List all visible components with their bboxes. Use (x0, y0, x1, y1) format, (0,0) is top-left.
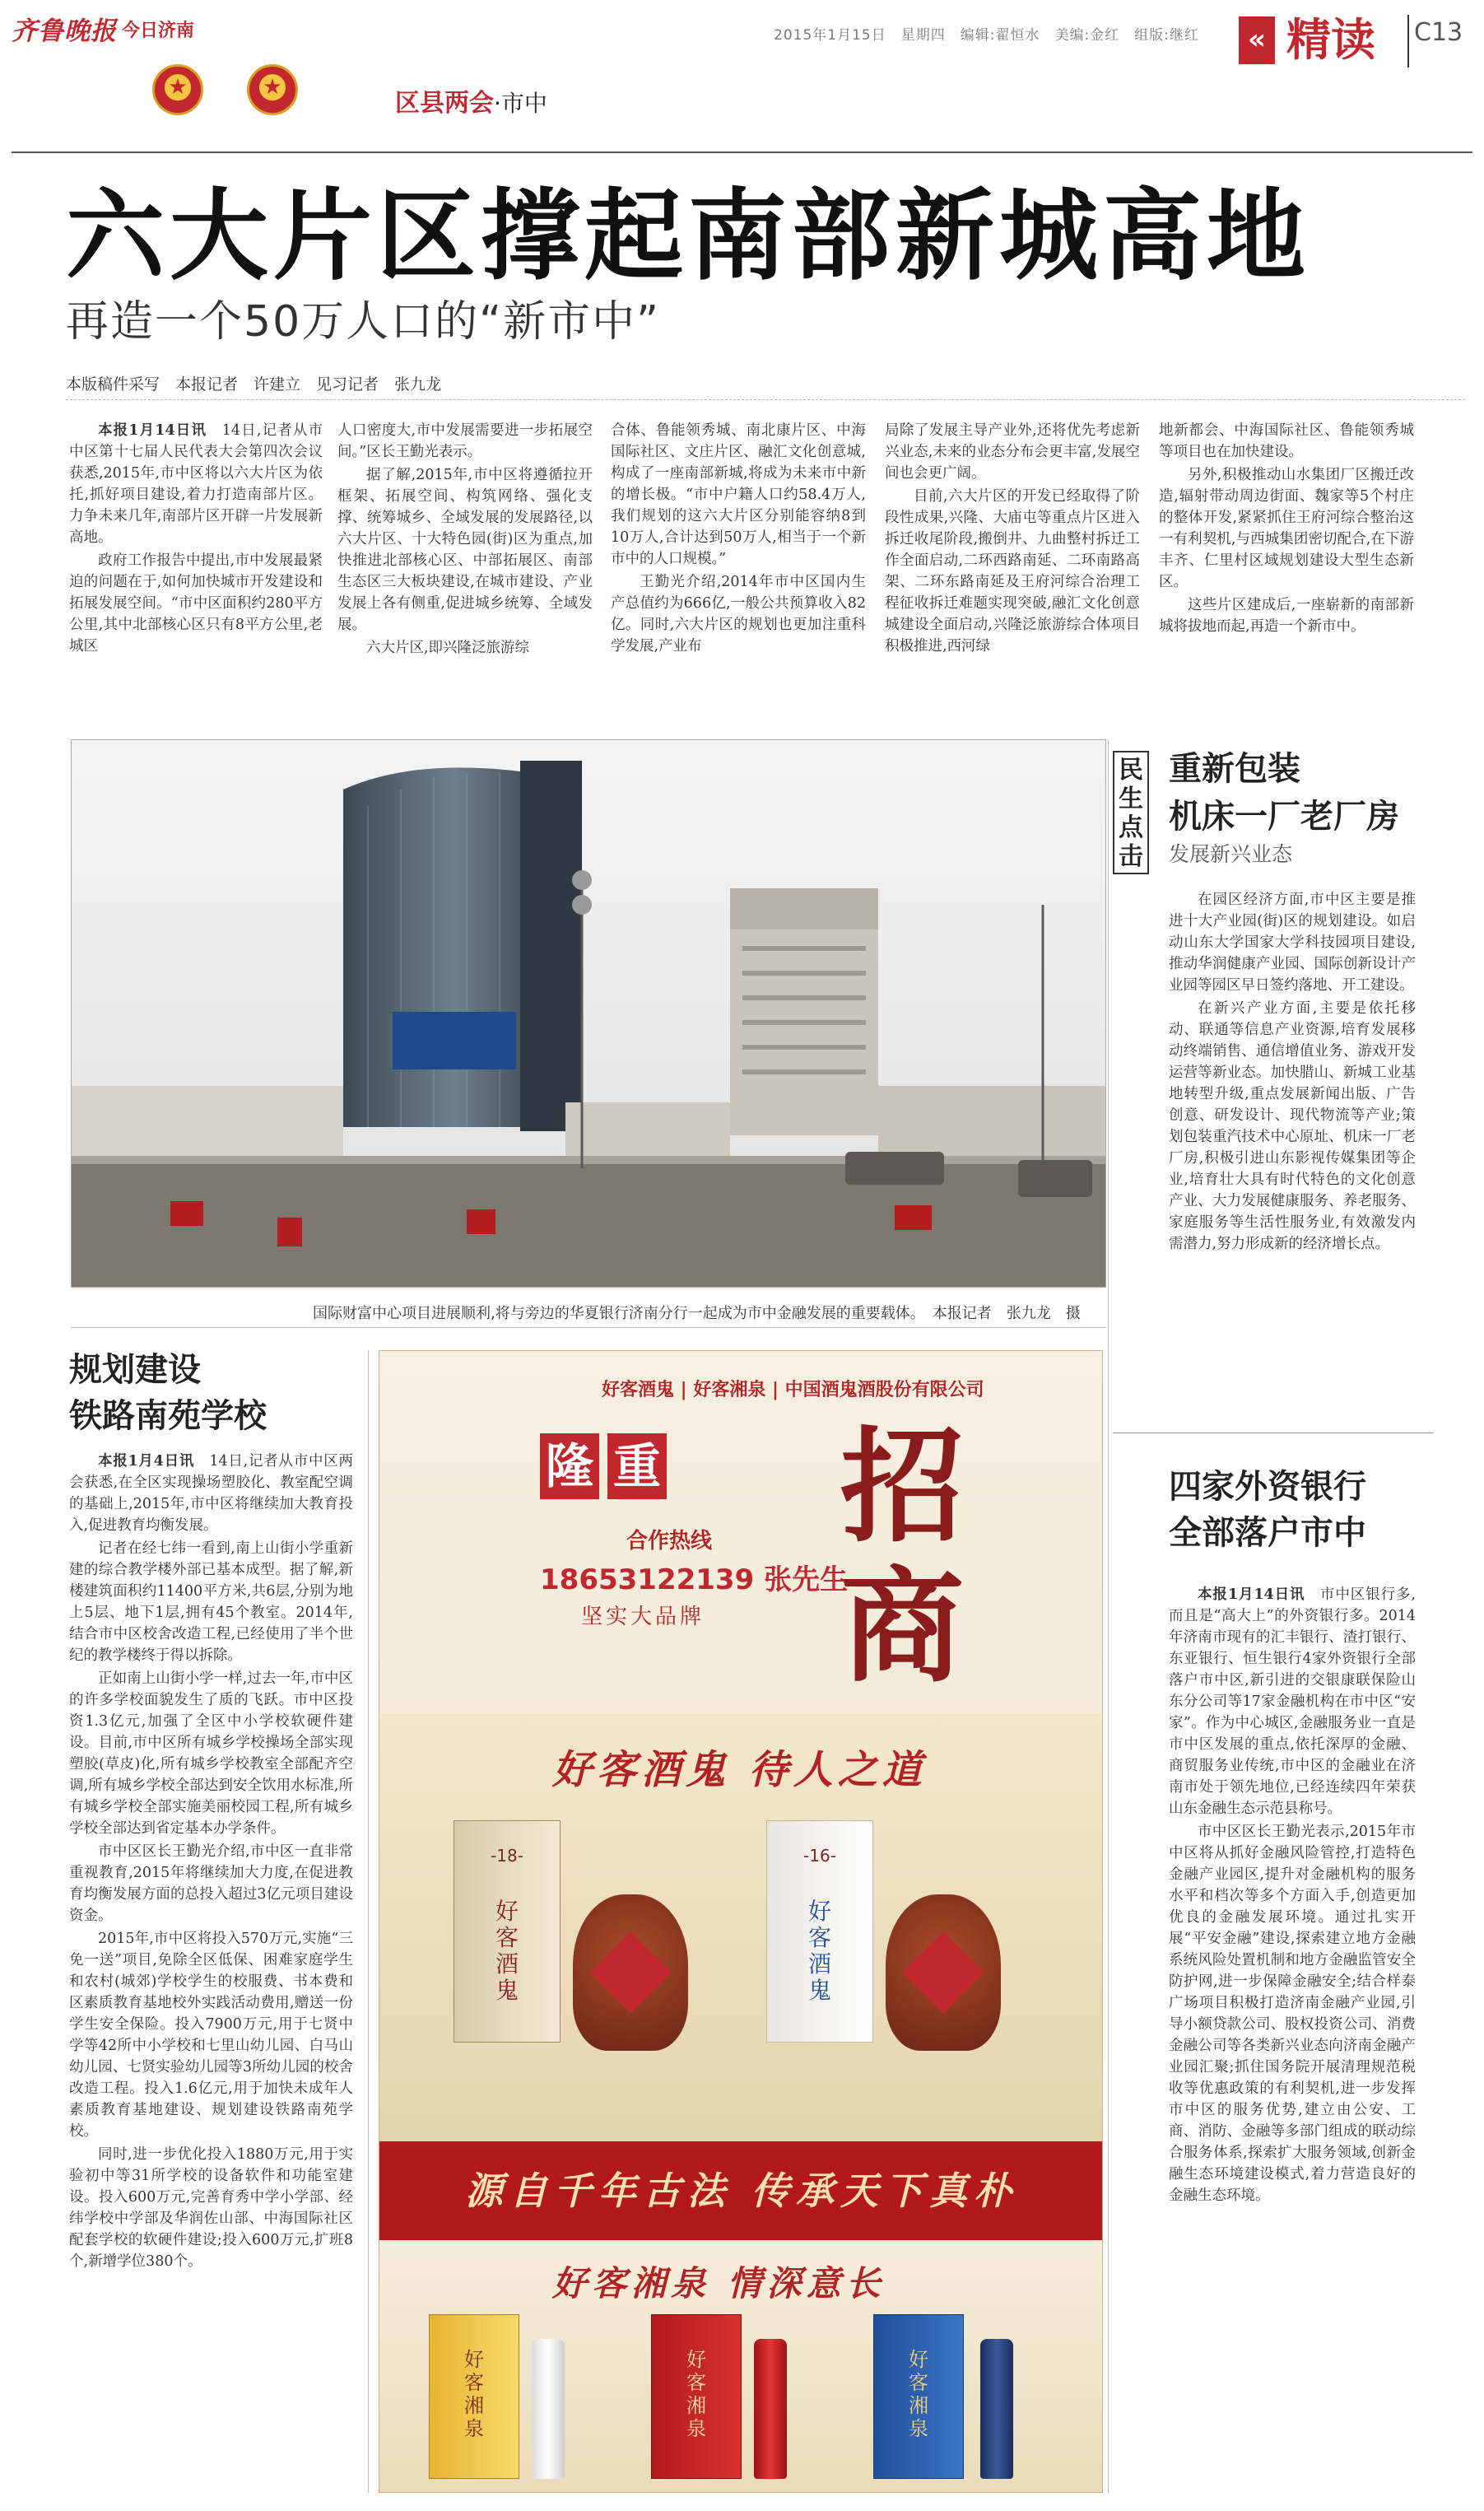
sidebar-title: 规划建设 铁路南苑学校 (69, 1351, 267, 1435)
ad-brand-chars (540, 1433, 667, 1499)
paragraph: 这些片区建成后,一座崭新的南部新城将拔地而起,再造一个新市中。 (1159, 597, 1414, 635)
subheadline: 再造一个50万人口的“新市中” (66, 297, 661, 347)
cppcc-emblem-icon: ★ (247, 64, 298, 115)
bottle-box: 好客湘泉 (873, 2314, 964, 2479)
paragraph: 人口密度大,市中发展需要进一步拓展空间。”区长王勤光表示。 (337, 422, 593, 460)
ad-verse: 好客湘泉 情深意长 (552, 2263, 886, 2304)
ad-char: 隆 (540, 1433, 599, 1499)
bottle (754, 2339, 787, 2479)
column-divider (1108, 739, 1109, 2493)
article-column-3 (611, 420, 866, 659)
byline-rule (66, 399, 1465, 400)
paragraph: 地新都会、中海国际社区、鲁能领秀城等项目也在加快建设。 (1159, 422, 1414, 460)
gift-box: -16- 好客酒鬼 (766, 1820, 873, 2043)
paragraph: 目前,六大片区的开发已经取得了阶段性成果,兴隆、大庙屯等重点片区进入拆迁收尾阶段,搬倒井、九曲整村拆迁工作全面启动,二环西路南延、二环南路高架、二环东路南延及王府河综合治理工程征收拆迁难题实现突破,融汇文化创意城建设全面启动,兴隆泛旅游综合体项目积极推进,西河绿 (885, 488, 1140, 655)
photo-bottom-rule (71, 1327, 1106, 1328)
section-badge (1239, 8, 1403, 72)
sidebar-body (1169, 1584, 1416, 2208)
ad-tagline-bar: 源自千年古法 传承天下真朴 (379, 2141, 1103, 2240)
sidebar-title: 重新包装 机床一厂老厂房 (1169, 750, 1399, 836)
paragraph: 2015年,市中区将投入570万元,实施“三免一送”项目,免除全区低保、困难家庭学生和农村(城郊)学校学生的校服费、书本费和区素质教育基地校外实践活动费用,赠送一份学生安全保险。投入7900万元,用于七贤中学等42所中小学校和七里山幼儿园、白马山幼儿园、七贤实验幼儿园等3所幼儿园的校舍改造工程。投入1.6亿元,用于加快未成年人素质教育基地建设、规划建设铁路南苑学校。 (69, 1931, 353, 2140)
news-photo (71, 739, 1106, 1288)
article-column-2 (337, 420, 593, 660)
edition-label: 今日济南 (122, 21, 195, 41)
ad-char: 重 (607, 1433, 667, 1499)
ad-verse: 好客酒鬼 待人之道 (552, 1747, 927, 1793)
photo-caption: 国际财富中心项目进展顺利,将与旁边的华夏银行济南分行一起成为市中金融发展的重要载体。 本报记者 张九龙 摄 (313, 1305, 1081, 1322)
paragraph: 政府工作报告中提出,市中发展最紧迫的问题在于,如何加快城市开发建设和拓展发展空间。“市中区面积约280平方公里,其中北部核心区只有8平方公里,老城区 (69, 552, 323, 655)
bottle-box: 好客湘泉 (429, 2314, 519, 2479)
header-rule (12, 151, 1472, 153)
column-divider (368, 1350, 369, 2493)
sidebar-body (69, 1451, 353, 2274)
headline: 六大片区撑起南部新城高地 (66, 179, 1310, 294)
paragraph: 本报1月4日讯 14日,记者从市中区两会获悉,在全区实现操场塑胶化、教室配空调的基础上,2015年,市中区将继续加大教育投入,促进教育均衡发展。 (69, 1453, 353, 1534)
bottle-box: 好客湘泉 (651, 2314, 742, 2479)
paragraph: 本报1月14日讯 14日,记者从市中区第十七届人民代表大会第四次会议获悉,2015年,市中区将以六大片区为依托,抓好项目建设,着力打造南部片区。力争未来几年,南部片区开辟一片发展新高地。 (69, 422, 323, 546)
ad-brand-line: 好客酒鬼 | 好客湘泉 | 中国酒鬼酒股份有限公司 (602, 1379, 984, 1400)
sidebar-title: 四家外资银行 全部落户市中 (1169, 1468, 1366, 1552)
section-label: 精读 (1286, 14, 1375, 66)
paragraph: 正如南上山街小学一样,过去一年,市中区的许多学校面貌发生了质的飞跃。市中区投资1.3亿元,加强了全区中小学校软硬件建设。目前,市中区所有城乡学校操场全部实现塑胶(草皮)化,所有城乡学校教室全部配齐空调,所有城乡学校全部达到安全饮用水标准,所有城乡学校全部实施美丽校园工程,所有城乡学校全部达到省定基本办学条件。 (69, 1670, 353, 1837)
ad-phone: 18653122139 张先生 (540, 1563, 849, 1596)
paragraph: 在园区经济方面,市中区主要是推进十大产业园(街)区的规划建设。如启动山东大学国家大学科技园项目建设,推动华润健康产业园、国际创新设计产业园等园区早日签约落地、开工建设。 (1169, 892, 1416, 994)
paragraph: 市中区区长王勤光表示,2015年市中区将从抓好金融风险管控,打造特色金融产业园区,提升对金融机构的服务水平和档次等多个方面入手,创造更加优良的金融发展环境。通过扎实开展“平安金融”建设,探索建立地方金融系统风险处置机制和地方金融监管安全防护网,进一步保障金融安全;结合样泰广场项目积极打造济南金融产业园,引导小额贷款公司、股权投资公司、消费金融公司等各类新兴业态向济南金融产业园汇聚;抓住国务院开展清理规范税收等优惠政策的有利契机,进一步发挥市中区的服务优势,建立由公安、工商、消防、金融等多部门组成的联动综合服务体系,探索扩大服务领域,创新金融生态环境建设模式,着力营造良好的金融生态环境。 (1169, 1824, 1416, 2204)
article-column-4 (885, 420, 1140, 659)
paragraph: 市中区区长王勤光介绍,市中区一直非常重视教育,2015年将继续加大力度,在促进教育均衡发展方面的总投入超过3亿元项目建设资金。 (69, 1843, 353, 1924)
article-column-1 (69, 420, 323, 659)
byline: 本版稿件采写 本报记者 许建立 见习记者 张九龙 (66, 375, 442, 394)
ad-slogan: 坚实大品牌 (581, 1605, 705, 1629)
sidebar-body (1169, 889, 1416, 1256)
sidebar-subtitle: 发展新兴业态 (1169, 842, 1293, 866)
paragraph: 合体、鲁能领秀城、南北康片区、中海国际社区、文庄片区、融汇文化创意城,构成了一座南部新城,将成为未来市中新的增长极。“市中户籍人口约58.4万人,我们规划的这六大片区分别能容纳8到10万人,合计达到50万人,相当于一个新市中的人口规模。” (611, 422, 866, 567)
paragraph: 记者在经七纬一看到,南上山街小学重新建的综合教学楼外部已基本成型。据了解,新楼建筑面积约11400平方米,共6层,分别为地上5层、地下1层,拥有45个教室。2014年,结合市中区校舍改造工程,已经使用了半个世纪的教学楼终于得以拆除。 (69, 1540, 353, 1664)
paragraph: 另外,积极推动山水集团厂区搬迁改造,辐射带动周边街面、魏家等5个村庄的整体开发,紧紧抓住王府河综合整治这一有利契机,与西城集团密切配合,在下游丰齐、仁里村区域规划建设大型生态新区。 (1159, 467, 1414, 590)
newspaper-logo: 齐鲁晚报 (12, 16, 117, 46)
liquor-jar (886, 1894, 1001, 2051)
bottle (980, 2339, 1013, 2479)
paragraph: 王勤光介绍,2014年市中区国内生产总值约为666亿,一般公共预算收入82亿。同时,六大片区的规划也更加注重科学发展,产业布 (611, 574, 866, 655)
liquor-advertisement (379, 1350, 1103, 2493)
paragraph: 六大片区,即兴隆泛旅游综 (366, 640, 530, 656)
header-vertical-divider (1407, 15, 1409, 68)
paragraph: 局除了发展主导产业外,还将优先考虑新兴业态,未来的业态分布会更丰富,发展空间也会更广阔。 (885, 422, 1140, 482)
page-number: C13 (1414, 18, 1463, 47)
section-tag: 区县两会·市中 (395, 89, 547, 118)
paragraph: 在新兴产业方面,主要是依托移动、联通等信息产业资源,培育发展移动终端销售、通信增值业务、游戏开发运营等新业态。加快腊山、新城工业基地转型升级,重点发展新闻出版、广告创意、研发设计、现代物流等产业;策划包装重汽技术中心原址、机床一厂老厂房,积极引进山东影视传媒集团等企业,培育壮大具有时代特色的文化创意产业、大力发展健康服务、养老服务、家庭服务等生活性服务业,有效激发内需潜力,努力形成新的经济增长点。 (1169, 1000, 1416, 1252)
article-column-5 (1159, 420, 1414, 639)
city-street-illustration (72, 740, 1106, 1288)
ad-hotline-label: 合作热线 (626, 1529, 713, 1554)
sidebar-tag: 民生点击 (1113, 751, 1149, 874)
issue-meta: 2015年1月15日 星期四 编辑:翟恒水 美编:金红 组版:继红 (774, 27, 1199, 44)
liquor-jar (573, 1894, 688, 2051)
bottle (532, 2339, 565, 2479)
gift-box: -18- 好客酒鬼 (454, 1820, 561, 2043)
paragraph: 同时,进一步优化投入1880万元,用于实验初中等31所学校的设备软件和功能室建设。投入600万元,完善育秀中学小学部、经纬学校中学部及华润佐山部、中海国际社区配套学校的软硬件建设;投入600万元,扩班8个,新增学位380个。 (69, 2146, 353, 2270)
paragraph: 本报1月14日讯 市中区银行多,而且是“高大上”的外资银行多。2014年济南市现有的汇丰银行、渣打银行、东亚银行、恒生银行4家外资银行全部落户市中区,新引进的交银康联保险山东分公司等17家金融机构在市中区“安家”。作为中心城区,金融服务业一直是市中区发展的重点,依托深厚的金融、商贸服务业传统,市中区的金融业在济南市处于领先地位,已经连续四年荣获山东金融生态示范县称号。 (1169, 1586, 1416, 1817)
national-emblem-icon: ★ (152, 64, 203, 115)
ad-calligraphy: 招商 (840, 1414, 964, 1699)
chevron-left-icon: « (1239, 16, 1275, 64)
paragraph: 据了解,2015年,市中区将遵循拉开框架、拓展空间、构筑网络、强化支撑、统筹城乡、全域发展的发展路径,以六大片区、十大特色园(街)区为重点,加快推进北部核心区、中部拓展区、南部生态区三大板块建设,在城市建设、产业发展上各有侧重,促进城乡统筹、全域发展。 (337, 467, 593, 633)
